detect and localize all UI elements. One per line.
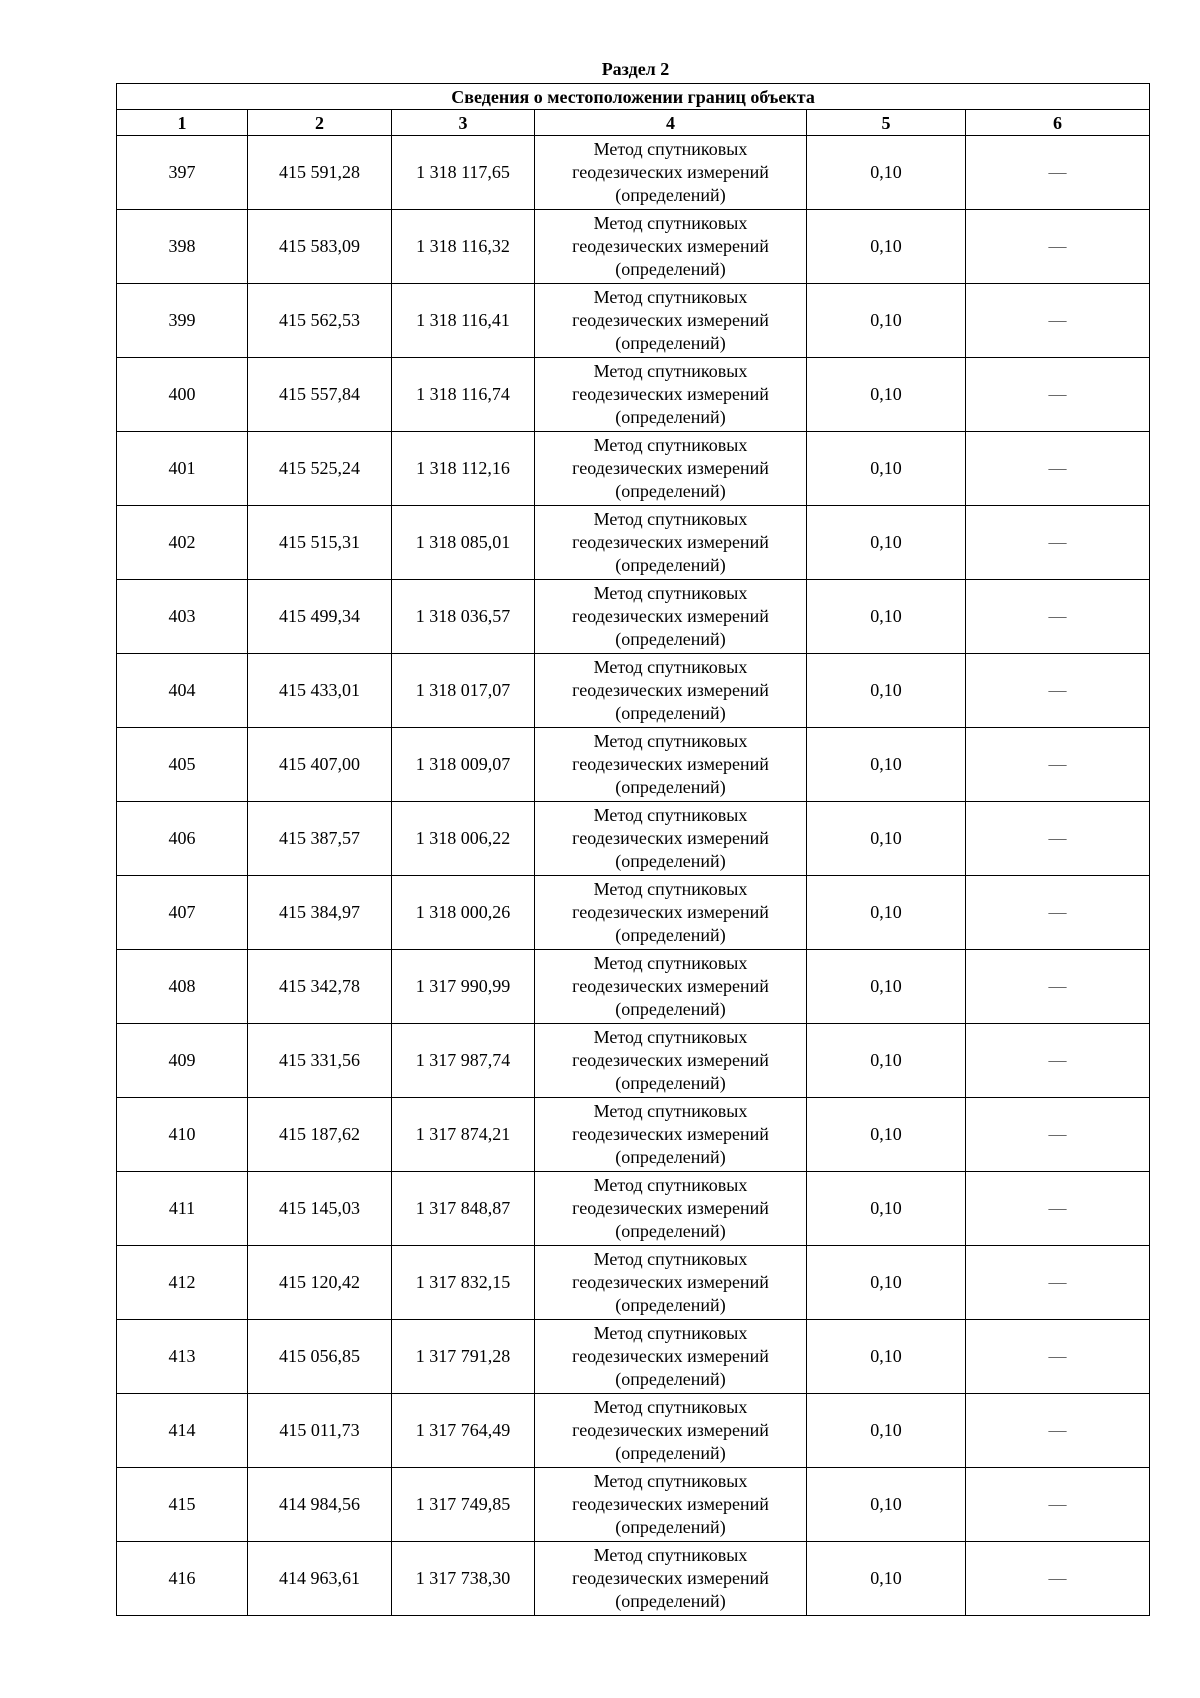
coordinate-y-cell: 1 317 832,15 xyxy=(392,1246,535,1320)
accuracy-cell: 0,10 xyxy=(807,136,966,210)
method-cell: Метод спутниковых геодезических измерений (определений) xyxy=(535,506,807,580)
accuracy-cell: 0,10 xyxy=(807,1024,966,1098)
coordinate-x-cell: 415 583,09 xyxy=(248,210,392,284)
point-number-cell: 414 xyxy=(117,1394,248,1468)
method-cell: Метод спутниковых геодезических измерений (определений) xyxy=(535,210,807,284)
coordinate-x-cell: 414 984,56 xyxy=(248,1468,392,1542)
coordinate-y-cell: 1 317 874,21 xyxy=(392,1098,535,1172)
note-cell: — xyxy=(966,580,1150,654)
note-cell: — xyxy=(966,210,1150,284)
coordinate-y-cell: 1 318 112,16 xyxy=(392,432,535,506)
coordinate-x-cell: 415 342,78 xyxy=(248,950,392,1024)
coordinate-y-cell: 1 317 990,99 xyxy=(392,950,535,1024)
point-number-cell: 409 xyxy=(117,1024,248,1098)
table-row xyxy=(117,210,1150,284)
coordinate-x-cell: 415 562,53 xyxy=(248,284,392,358)
column-number: 6 xyxy=(966,110,1150,136)
table-caption: Сведения о местоположении границ объекта xyxy=(117,84,1150,110)
coordinate-y-cell: 1 317 987,74 xyxy=(392,1024,535,1098)
table-row xyxy=(117,654,1150,728)
note-cell: — xyxy=(966,876,1150,950)
point-number-cell: 406 xyxy=(117,802,248,876)
point-number-cell: 415 xyxy=(117,1468,248,1542)
coordinate-y-cell: 1 318 116,74 xyxy=(392,358,535,432)
table-row xyxy=(117,876,1150,950)
method-cell: Метод спутниковых геодезических измерений (определений) xyxy=(535,728,807,802)
method-cell: Метод спутниковых геодезических измерений (определений) xyxy=(535,1246,807,1320)
method-cell: Метод спутниковых геодезических измерений (определений) xyxy=(535,876,807,950)
coordinate-x-cell: 415 591,28 xyxy=(248,136,392,210)
coordinate-y-cell: 1 318 117,65 xyxy=(392,136,535,210)
table-row xyxy=(117,432,1150,506)
coordinate-y-cell: 1 318 036,57 xyxy=(392,580,535,654)
coordinate-x-cell: 415 056,85 xyxy=(248,1320,392,1394)
note-cell: — xyxy=(966,728,1150,802)
accuracy-cell: 0,10 xyxy=(807,950,966,1024)
point-number-cell: 413 xyxy=(117,1320,248,1394)
accuracy-cell: 0,10 xyxy=(807,580,966,654)
point-number-cell: 403 xyxy=(117,580,248,654)
point-number-cell: 411 xyxy=(117,1172,248,1246)
coordinate-x-cell: 415 525,24 xyxy=(248,432,392,506)
accuracy-cell: 0,10 xyxy=(807,802,966,876)
point-number-cell: 412 xyxy=(117,1246,248,1320)
accuracy-cell: 0,10 xyxy=(807,1468,966,1542)
coordinate-y-cell: 1 318 017,07 xyxy=(392,654,535,728)
coordinate-y-cell: 1 317 848,87 xyxy=(392,1172,535,1246)
table-row xyxy=(117,1468,1150,1542)
coordinate-y-cell: 1 317 791,28 xyxy=(392,1320,535,1394)
accuracy-cell: 0,10 xyxy=(807,654,966,728)
table-row xyxy=(117,1542,1150,1616)
coordinate-x-cell: 415 499,34 xyxy=(248,580,392,654)
table-row xyxy=(117,802,1150,876)
method-cell: Метод спутниковых геодезических измерений (определений) xyxy=(535,1172,807,1246)
table-row xyxy=(117,1320,1150,1394)
point-number-cell: 410 xyxy=(117,1098,248,1172)
method-cell: Метод спутниковых геодезических измерений (определений) xyxy=(535,1320,807,1394)
table-caption-row xyxy=(117,84,1150,110)
column-number: 1 xyxy=(117,110,248,136)
note-cell: — xyxy=(966,1320,1150,1394)
point-number-cell: 402 xyxy=(117,506,248,580)
coordinate-x-cell: 415 011,73 xyxy=(248,1394,392,1468)
coordinate-y-cell: 1 318 116,41 xyxy=(392,284,535,358)
accuracy-cell: 0,10 xyxy=(807,1246,966,1320)
coordinate-y-cell: 1 317 764,49 xyxy=(392,1394,535,1468)
accuracy-cell: 0,10 xyxy=(807,1172,966,1246)
note-cell: — xyxy=(966,1468,1150,1542)
coordinate-y-cell: 1 318 116,32 xyxy=(392,210,535,284)
table-row xyxy=(117,1394,1150,1468)
note-cell: — xyxy=(966,506,1150,580)
method-cell: Метод спутниковых геодезических измерений (определений) xyxy=(535,358,807,432)
column-number: 2 xyxy=(248,110,392,136)
method-cell: Метод спутниковых геодезических измерений (определений) xyxy=(535,1542,807,1616)
table-row xyxy=(117,580,1150,654)
note-cell: — xyxy=(966,432,1150,506)
note-cell: — xyxy=(966,1246,1150,1320)
column-number: 4 xyxy=(535,110,807,136)
method-cell: Метод спутниковых геодезических измерений (определений) xyxy=(535,580,807,654)
note-cell: — xyxy=(966,654,1150,728)
point-number-cell: 400 xyxy=(117,358,248,432)
coordinate-x-cell: 415 187,62 xyxy=(248,1098,392,1172)
accuracy-cell: 0,10 xyxy=(807,1320,966,1394)
table-row xyxy=(117,728,1150,802)
method-cell: Метод спутниковых геодезических измерений (определений) xyxy=(535,654,807,728)
coordinate-x-cell: 415 557,84 xyxy=(248,358,392,432)
method-cell: Метод спутниковых геодезических измерений (определений) xyxy=(535,432,807,506)
point-number-cell: 399 xyxy=(117,284,248,358)
boundary-table xyxy=(116,83,1150,1616)
note-cell: — xyxy=(966,1024,1150,1098)
method-cell: Метод спутниковых геодезических измерений (определений) xyxy=(535,1024,807,1098)
table-row xyxy=(117,506,1150,580)
point-number-cell: 405 xyxy=(117,728,248,802)
note-cell: — xyxy=(966,950,1150,1024)
accuracy-cell: 0,10 xyxy=(807,1394,966,1468)
coordinate-y-cell: 1 318 000,26 xyxy=(392,876,535,950)
method-cell: Метод спутниковых геодезических измерений (определений) xyxy=(535,950,807,1024)
coordinate-x-cell: 415 387,57 xyxy=(248,802,392,876)
accuracy-cell: 0,10 xyxy=(807,506,966,580)
accuracy-cell: 0,10 xyxy=(807,1098,966,1172)
column-number: 5 xyxy=(807,110,966,136)
note-cell: — xyxy=(966,358,1150,432)
coordinate-x-cell: 415 384,97 xyxy=(248,876,392,950)
accuracy-cell: 0,10 xyxy=(807,358,966,432)
point-number-cell: 416 xyxy=(117,1542,248,1616)
coordinate-x-cell: 415 120,42 xyxy=(248,1246,392,1320)
table-row xyxy=(117,1246,1150,1320)
note-cell: — xyxy=(966,1542,1150,1616)
coordinate-y-cell: 1 318 085,01 xyxy=(392,506,535,580)
method-cell: Метод спутниковых геодезических измерений (определений) xyxy=(535,802,807,876)
coordinate-x-cell: 415 331,56 xyxy=(248,1024,392,1098)
method-cell: Метод спутниковых геодезических измерений (определений) xyxy=(535,136,807,210)
method-cell: Метод спутниковых геодезических измерений (определений) xyxy=(535,1394,807,1468)
accuracy-cell: 0,10 xyxy=(807,728,966,802)
coordinate-x-cell: 414 963,61 xyxy=(248,1542,392,1616)
coordinate-x-cell: 415 515,31 xyxy=(248,506,392,580)
point-number-cell: 398 xyxy=(117,210,248,284)
coordinate-x-cell: 415 433,01 xyxy=(248,654,392,728)
table-row xyxy=(117,358,1150,432)
coordinate-y-cell: 1 317 749,85 xyxy=(392,1468,535,1542)
table-row xyxy=(117,1172,1150,1246)
coordinate-y-cell: 1 318 009,07 xyxy=(392,728,535,802)
point-number-cell: 401 xyxy=(117,432,248,506)
coordinate-x-cell: 415 145,03 xyxy=(248,1172,392,1246)
point-number-cell: 408 xyxy=(117,950,248,1024)
table-row xyxy=(117,950,1150,1024)
accuracy-cell: 0,10 xyxy=(807,432,966,506)
point-number-cell: 404 xyxy=(117,654,248,728)
method-cell: Метод спутниковых геодезических измерений (определений) xyxy=(535,1098,807,1172)
coordinate-y-cell: 1 317 738,30 xyxy=(392,1542,535,1616)
accuracy-cell: 0,10 xyxy=(807,210,966,284)
method-cell: Метод спутниковых геодезических измерений (определений) xyxy=(535,1468,807,1542)
note-cell: — xyxy=(966,1172,1150,1246)
table-row xyxy=(117,284,1150,358)
note-cell: — xyxy=(966,1098,1150,1172)
note-cell: — xyxy=(966,136,1150,210)
table-row xyxy=(117,1024,1150,1098)
note-cell: — xyxy=(966,1394,1150,1468)
table-row xyxy=(117,136,1150,210)
note-cell: — xyxy=(966,284,1150,358)
point-number-cell: 407 xyxy=(117,876,248,950)
table-row xyxy=(117,1098,1150,1172)
method-cell: Метод спутниковых геодезических измерений (определений) xyxy=(535,284,807,358)
coordinate-y-cell: 1 318 006,22 xyxy=(392,802,535,876)
accuracy-cell: 0,10 xyxy=(807,876,966,950)
note-cell: — xyxy=(966,802,1150,876)
accuracy-cell: 0,10 xyxy=(807,1542,966,1616)
point-number-cell: 397 xyxy=(117,136,248,210)
column-number: 3 xyxy=(392,110,535,136)
coordinate-x-cell: 415 407,00 xyxy=(248,728,392,802)
section-title: Раздел 2 xyxy=(601,59,670,79)
accuracy-cell: 0,10 xyxy=(807,284,966,358)
column-number-row xyxy=(117,110,1150,136)
